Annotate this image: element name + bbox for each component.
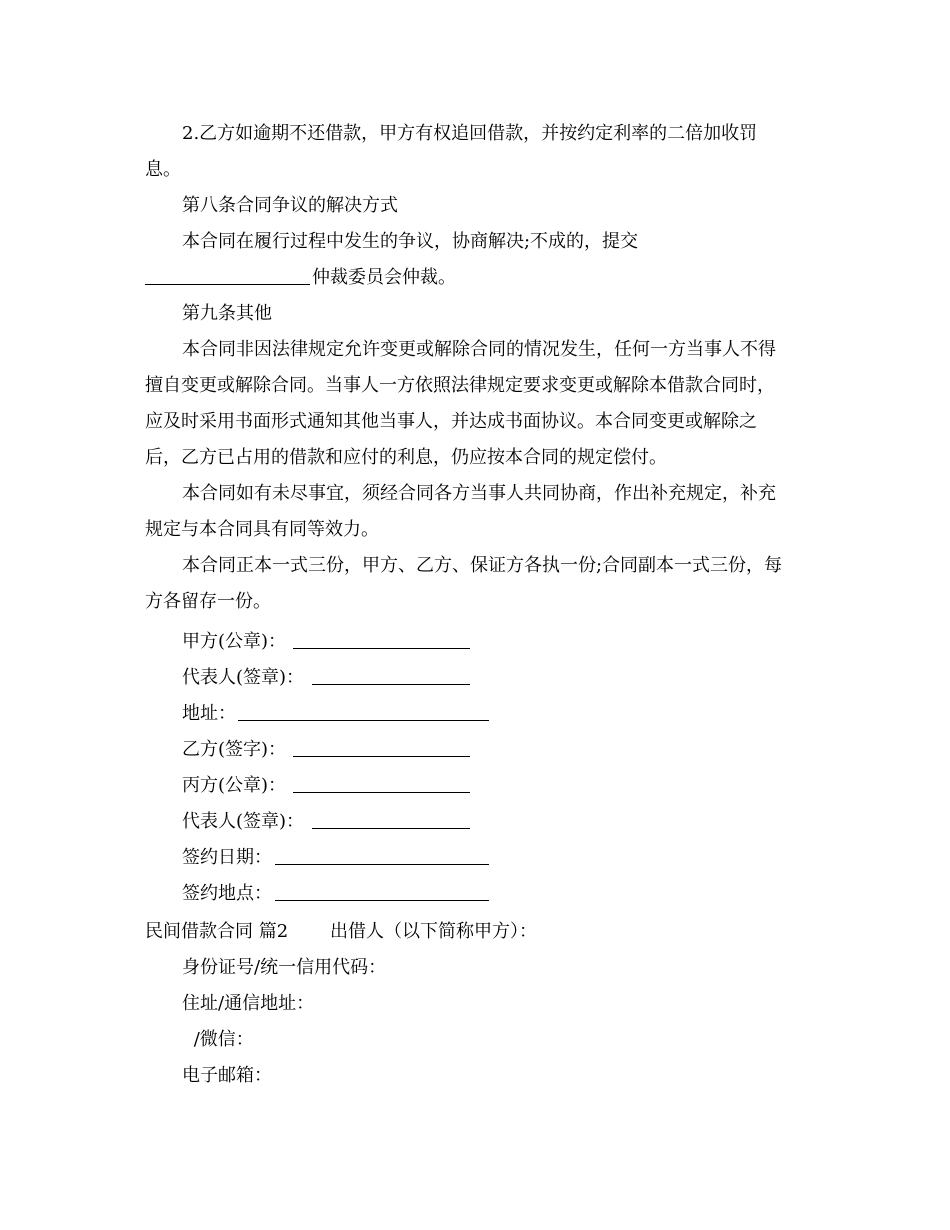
sig-place-label: 签约地点： (182, 883, 272, 904)
article9-para2-line1: 本合同如有未尽事宜，须经合同各方当事人共同协商，作出补充规定，补充 (182, 483, 776, 504)
sig-party-b-line (293, 756, 470, 757)
sig-party-a-line (293, 648, 470, 649)
article9-title: 第九条其他 (182, 303, 272, 324)
contract2-id-field: 身份证号/统一信用代码： (182, 957, 387, 978)
article9-para1-line2: 擅自变更或解除合同。当事人一方依照法律规定要求变更或解除本借款合同时， (145, 375, 775, 396)
sig-date-line (275, 864, 489, 865)
article9-para2-line2: 规定与本合同具有同等效力。 (145, 519, 379, 540)
sig-rep-2-label: 代表人(签章)： (182, 811, 305, 832)
contract2-lender-label: 出借人（以下简称甲方）： (330, 921, 537, 942)
sig-rep-2-line (312, 828, 470, 829)
article9-para3-line1: 本合同正本一式三份，甲方、乙方、保证方各执一份;合同副本一式三份，每 (182, 555, 783, 576)
clause-late-line1: 2.乙方如逾期不还借款，甲方有权追回借款，并按约定利率的二倍加收罚 (182, 123, 758, 144)
sig-place-line (275, 900, 489, 901)
sig-party-c-label: 丙方(公章)： (182, 775, 287, 796)
article9-para1-line3: 应及时采用书面形式通知其他当事人，并达成书面协议。本合同变更或解除之 (145, 411, 757, 432)
article8-text-line2: 仲裁委员会仲裁。 (312, 267, 456, 288)
article9-para3-line2: 方各留存一份。 (145, 591, 271, 612)
article8-text-line1: 本合同在履行过程中发生的争议，协商解决;不成的，提交 (182, 231, 639, 252)
arbitration-blank-line (145, 284, 310, 285)
contract2-address-field: 住址/通信地址： (182, 993, 315, 1014)
clause-late-line2: 息。 (145, 159, 181, 180)
contract2-heading: 民间借款合同 篇2 (145, 921, 289, 942)
sig-date-label: 签约日期： (182, 847, 272, 868)
sig-party-a-label: 甲方(公章)： (182, 631, 287, 652)
contract2-email-field: 电子邮箱： (182, 1065, 272, 1086)
contract2-wechat-field: /微信： (188, 1029, 254, 1050)
sig-rep-1-line (312, 684, 470, 685)
sig-address-label: 地址： (182, 703, 236, 724)
sig-party-c-line (293, 792, 470, 793)
sig-party-b-label: 乙方(签字)： (182, 739, 287, 760)
article8-title: 第八条合同争议的解决方式 (182, 195, 398, 216)
article9-para1-line1: 本合同非因法律规定允许变更或解除合同的情况发生，任何一方当事人不得 (182, 339, 776, 360)
sig-address-line (238, 720, 489, 721)
article9-para1-line4: 后，乙方已占用的借款和应付的利息，仍应按本合同的规定偿付。 (145, 447, 667, 468)
sig-rep-1-label: 代表人(签章)： (182, 667, 305, 688)
